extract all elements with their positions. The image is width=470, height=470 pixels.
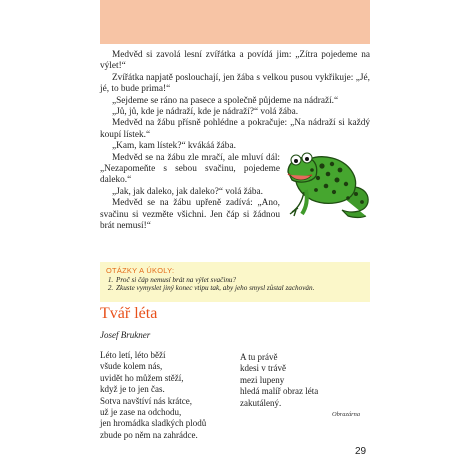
poem-caption: Obrazárna: [332, 411, 361, 418]
poem-line: všude kolem nás,: [100, 361, 163, 372]
story-paragraph: Medvěd se na žábu upřeně zadívá: „Ano, svačinu si vezměte všichni. Jen čáp si žádnou brát nemusí!“: [100, 198, 280, 232]
story-paragraph: „Sejdeme se ráno na pasece a společně půjdeme na nádraží.“: [112, 95, 339, 106]
story-paragraph: Medvěd na žábu přísně pohlédne a pokračuje: „Na nádraží si každý koupí lístek.“: [100, 118, 370, 140]
poem-line: A tu právě: [240, 352, 278, 362]
poem-line: už je zase na odchodu,: [100, 407, 182, 418]
poem-line: jen hromádka sladkých plodů: [100, 418, 207, 429]
question-item: 1. Proč si čáp nemusí brát na výlet svačinu?: [115, 276, 364, 284]
poem-line: hledá malíř obraz léta: [240, 386, 319, 397]
poem-stanza-left: [100, 350, 206, 441]
frog-illustration: [282, 142, 374, 222]
questions-title: OTÁZKY A ÚKOLY:: [106, 266, 175, 275]
question-item: 2. Zkuste vymyslet jiný konec vtipu tak, aby jeho smysl zůstal zachován.: [115, 284, 364, 292]
poem-stanza-right: [240, 352, 318, 409]
poem-line: mezi lupeny: [240, 374, 285, 385]
poem-author: Josef Brukner: [100, 330, 151, 340]
poem-line: kdesi v trávě: [240, 363, 286, 374]
story-paragraph: „Kam, kam lístek?“ kvákáá žába.: [112, 141, 236, 152]
story-paragraph: „Jak, jak daleko, jak daleko?“ volá žába.: [112, 186, 264, 197]
poem-title: Tvář léta: [100, 305, 158, 322]
poem-line: zakutálený.: [240, 397, 282, 408]
questions-box: [100, 262, 370, 302]
poem-line: uvidět ho můžem stěží,: [100, 372, 184, 383]
page-number: 29: [355, 446, 367, 457]
story-paragraph: Medvěd se na žábu zle mračí, ale mluví dál: „Nezapomeňte s sebou svačinu, pojedeme daleko.“: [100, 152, 280, 186]
story-paragraph: Zvířátka napjatě poslouchají, jen žába s velkou pusou vykřikuje: „Jé, jé, to bude prima!“: [100, 72, 370, 95]
story-paragraph: Medvěd si zavolá lesní zvířátka a povídá jim: „Zítra pojedeme na výlet!“: [100, 50, 370, 72]
poem-line: když je to jen čas.: [100, 384, 165, 395]
story-paragraph: „Jů, jů, kde je nádraží, kde je nádraží?“ volá žába.: [112, 107, 299, 118]
poem-line: zbude po něm na zahrádce.: [100, 429, 198, 440]
poem-line: Sotva navštíví nás krátce,: [100, 395, 192, 406]
questions-list: [106, 276, 364, 293]
poem-line: Léto letí, léto běží: [100, 350, 166, 360]
header-color-band: [100, 0, 370, 44]
